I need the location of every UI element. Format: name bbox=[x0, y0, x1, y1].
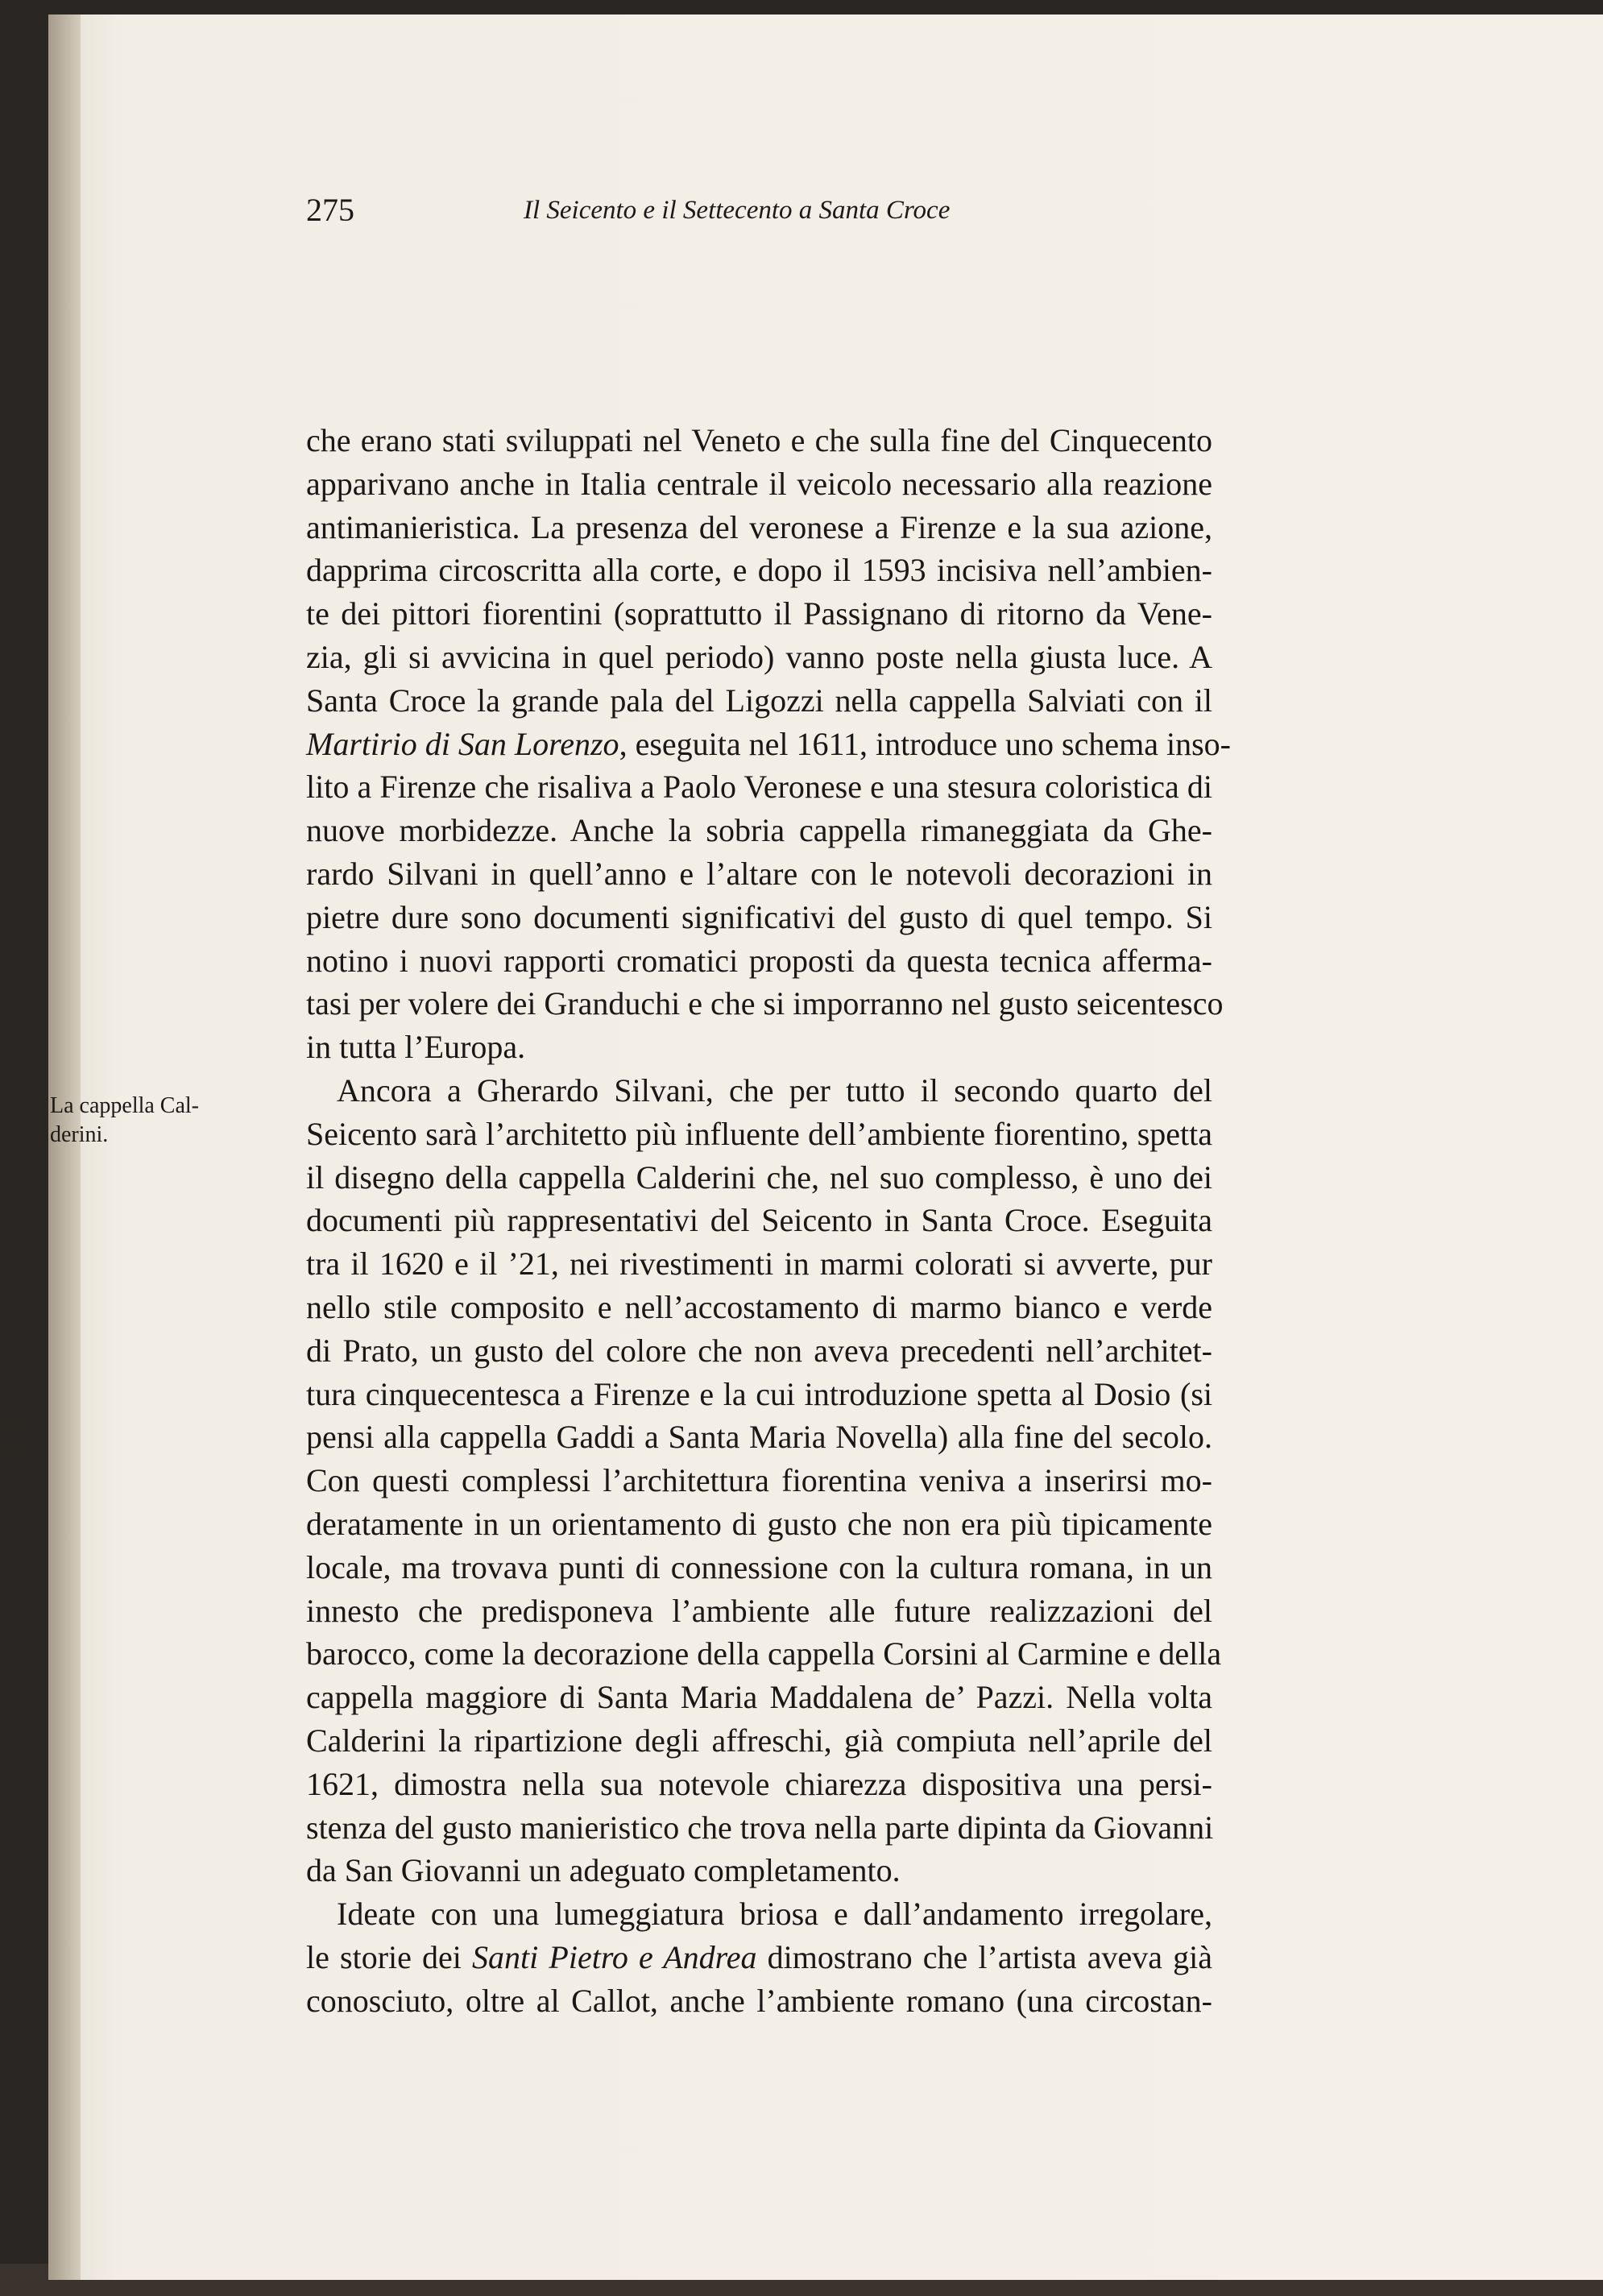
text-line: documenti più rappresentativi del Seicento in Santa Croce. Eseguita bbox=[306, 1202, 1212, 1239]
text-line: conosciuto, oltre al Callot, anche l’ambiente romano (una circostan- bbox=[306, 1982, 1212, 2019]
text-line: nello stile composito e nell’accostamento di marmo bianco e verde bbox=[306, 1288, 1212, 1325]
text-line: antimanieristica. La presenza del veronese a Firenze e la sua azione, bbox=[306, 508, 1212, 545]
text-line: Con questi complessi l’architettura fiorentina veniva a inserirsi mo- bbox=[306, 1462, 1212, 1499]
text-line: 1621, dimostra nella sua notevole chiarezza dispositiva una persi- bbox=[306, 1765, 1212, 1802]
body-text bbox=[306, 419, 1231, 2022]
text-line: Ancora a Gherardo Silvani, che per tutto il secondo quarto del bbox=[337, 1071, 1212, 1109]
margin-note-line: derini. bbox=[50, 1122, 109, 1147]
page-number: 275 bbox=[306, 192, 354, 228]
text-span: , eseguita nel 1611, introduce uno schema inso- bbox=[619, 725, 1231, 762]
artwork-title: Santi Pietro e Andrea bbox=[472, 1938, 757, 1975]
text-line bbox=[306, 1936, 1212, 1979]
text-span: le storie dei bbox=[306, 1938, 473, 1975]
text-line: tura cinquecentesca a Firenze e la cui introduzione spetta al Dosio (si bbox=[306, 1375, 1212, 1412]
text-line: zia, gli si avvicina in quel periodo) vanno poste nella giusta luce. A bbox=[306, 638, 1212, 675]
text-line: Seicento sarà l’architetto più influente dell’ambiente fiorentino, spetta bbox=[306, 1115, 1212, 1152]
margin-note-line: La cappella Cal- bbox=[50, 1093, 200, 1118]
running-title: Il Seicento e il Settecento a Santa Croce bbox=[524, 196, 951, 225]
artwork-title: Martirio di San Lorenzo bbox=[306, 725, 619, 762]
text-line: deratamente in un orientamento di gusto che non era più tipicamente bbox=[306, 1505, 1212, 1542]
text-line: Santa Croce la grande pala del Ligozzi nella cappella Salviati con il bbox=[306, 682, 1212, 719]
text-line: dapprima circoscritta alla corte, e dopo il 1593 incisiva nell’ambien- bbox=[306, 552, 1212, 589]
text-line: lito a Firenze che risaliva a Paolo Veronese e una stesura coloristica di bbox=[306, 769, 1212, 806]
margin-note bbox=[50, 1092, 259, 1150]
text-span: dimostrano che l’artista aveva già bbox=[756, 1938, 1212, 1975]
facing-page-line: co- bbox=[0, 1409, 27, 1432]
text-line: che erano stati sviluppati nel Veneto e che sulla fine del Cinquecento bbox=[306, 422, 1212, 458]
text-line: rardo Silvani in quell’anno e l’altare con le notevoli decorazioni in bbox=[306, 855, 1212, 892]
text-line: il disegno della cappella Calderini che, nel suo complesso, è uno dei bbox=[306, 1158, 1212, 1196]
text-line: Ideate con una lumeggiatura briosa e dall’andamento irregolare, bbox=[337, 1896, 1212, 1933]
text-line: di Prato, un gusto del colore che non aveva precedenti nell’architet- bbox=[306, 1332, 1212, 1369]
text-line bbox=[306, 723, 1231, 766]
text-line: barocco, come la decorazione della cappella Corsini al Carmine e della bbox=[306, 1635, 1222, 1672]
facing-page-line: lle bbox=[0, 1436, 21, 1460]
text-line: nuove morbidezze. Anche la sobria cappella rimaneggiata da Ghe- bbox=[306, 812, 1212, 849]
text-line: cappella maggiore di Santa Maria Maddalena de’ Pazzi. Nella volta bbox=[306, 1679, 1212, 1716]
text-line: tasi per volere dei Granduchi e che si imporranno nel gusto seicentesco bbox=[306, 985, 1224, 1022]
text-line: stenza del gusto manieristico che trova nella parte dipinta da Giovanni bbox=[306, 1809, 1214, 1846]
text-line: in tutta l’Europa. bbox=[306, 1029, 526, 1066]
text-line: tra il 1620 e il ’21, nei rivestimenti in marmi colorati si avverte, pur bbox=[306, 1245, 1212, 1283]
text-line: apparivano anche in Italia centrale il veicolo necessario alla reazione bbox=[306, 465, 1212, 502]
text-line: pensi alla cappella Gaddi a Santa Maria Novella) alla fine del secolo. bbox=[306, 1419, 1212, 1456]
text-line: innesto che predisponeva l’ambiente alle future realizzazioni del bbox=[306, 1592, 1212, 1629]
text-line: te dei pittori fiorentini (soprattutto il Passignano di ritorno da Vene- bbox=[306, 595, 1212, 632]
facing-page-fragment bbox=[0, 1407, 27, 1462]
text-line: pietre dure sono documenti significativi del gusto di quel tempo. Si bbox=[306, 898, 1212, 935]
text-line: notino i nuovi rapporti cromatici proposti da questa tecnica afferma- bbox=[306, 942, 1212, 979]
text-line: da San Giovanni un adeguato completamento. bbox=[306, 1852, 901, 1889]
text-line: Calderini la ripartizione degli affreschi, già compiuta nell’aprile del bbox=[306, 1722, 1212, 1759]
page-header bbox=[306, 191, 1212, 239]
text-line: locale, ma trovava punti di connessione con la cultura romana, in un bbox=[306, 1548, 1212, 1585]
